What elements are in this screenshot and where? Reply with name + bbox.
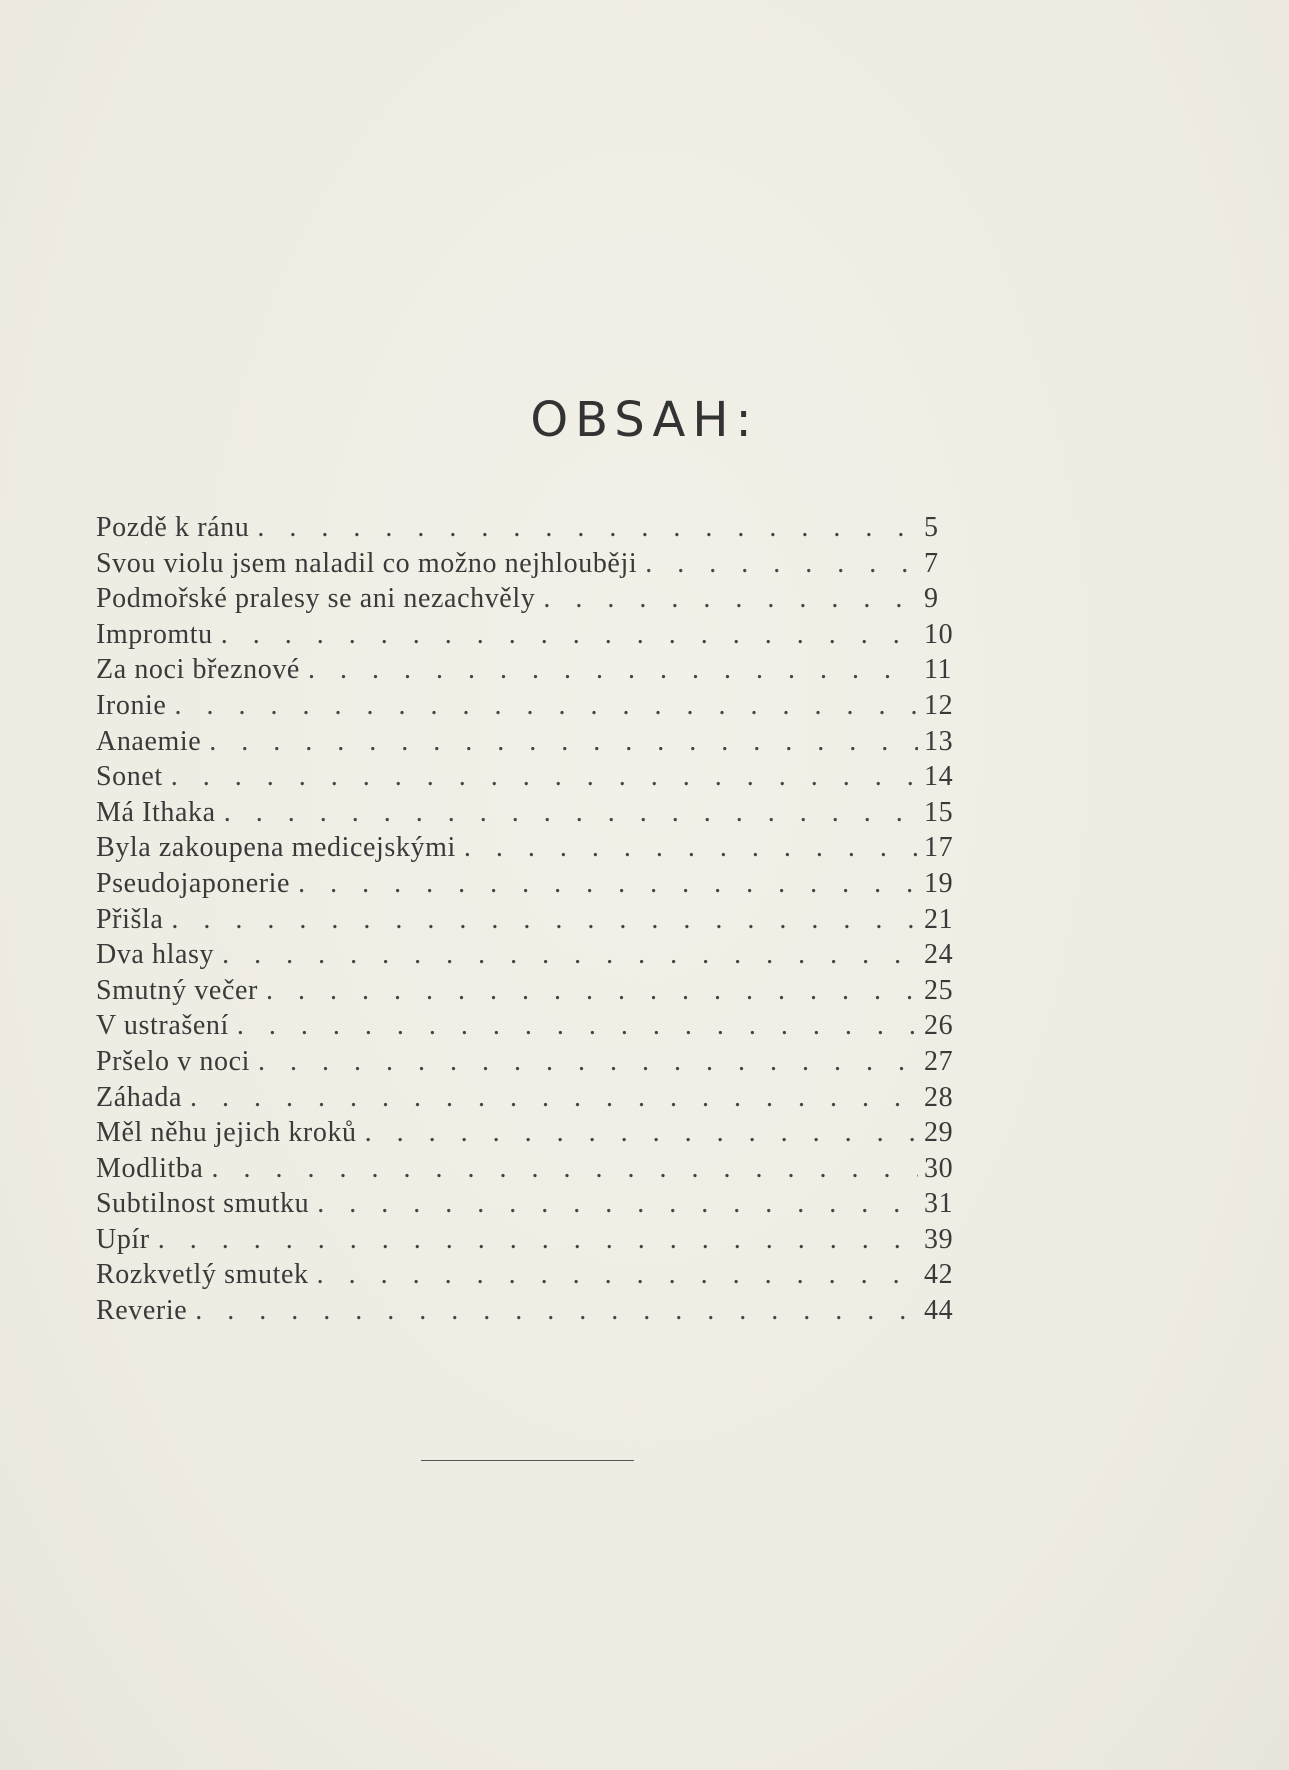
toc-entry-title: Pozdě k ránu: [96, 512, 250, 543]
toc-entry: [96, 724, 958, 760]
toc-entry-page: 42: [924, 1259, 954, 1291]
toc-entry-title: Pseudojaponerie: [96, 867, 291, 899]
toc-entry-title: Ironie: [96, 689, 167, 721]
toc-entry-title: Subtilnost smutku: [96, 1188, 310, 1220]
toc-entry-page: 44: [924, 1295, 954, 1327]
dot-leader: [266, 973, 918, 1009]
toc-entry-title: Impromtu: [96, 618, 213, 650]
dot-leader: [258, 1044, 918, 1080]
toc-entry-page: 9: [924, 583, 939, 615]
toc-entry-title: Sonet: [96, 761, 163, 793]
toc-entry: [96, 937, 958, 973]
dot-leader: [195, 1293, 918, 1329]
toc-entry-page: 26: [924, 1010, 954, 1042]
toc-entry: [96, 688, 958, 724]
toc-entry-title: Upír: [96, 1223, 150, 1255]
toc-entry-page: 14: [924, 761, 954, 793]
page-title: OBSAH:: [530, 392, 759, 448]
dot-leader: [171, 759, 918, 795]
toc-entry-title: Za noci březnové: [96, 654, 300, 686]
dot-leader: [224, 795, 918, 831]
toc-entry-title: Anaemie: [96, 725, 202, 757]
dot-leader: [209, 724, 918, 760]
toc-entry-title: Modlitba: [96, 1152, 204, 1184]
toc-entry: [96, 652, 958, 688]
toc-entry-page: 25: [924, 974, 954, 1006]
toc-entry: [96, 1115, 958, 1151]
toc-entry: [96, 1186, 958, 1222]
toc-entry-page: 11: [924, 654, 953, 686]
toc-entry: [96, 617, 958, 653]
toc-entry-title: Rozkvetlý smutek: [96, 1259, 309, 1291]
toc-entry-page: 24: [924, 939, 954, 971]
toc-entry-title: Svou violu jsem naladil co možno nejhlouběji: [96, 547, 638, 579]
toc-entry: [96, 1080, 958, 1116]
toc-entry-title: Pršelo v noci: [96, 1045, 251, 1077]
dot-leader: [222, 937, 918, 973]
toc-entry-title: Přišla: [96, 903, 164, 935]
toc-entry-page: 12: [924, 689, 954, 721]
dot-leader: [257, 510, 918, 546]
toc-entry: [96, 1293, 958, 1329]
toc-entry: [96, 866, 958, 902]
toc-entry-title: Měl něhu jejich kroků: [96, 1117, 357, 1149]
toc-entry-title: Dva hlasy: [96, 939, 215, 971]
toc-entry: [96, 1008, 958, 1044]
toc-entry-title: Byla zakoupena medicejskými: [96, 832, 456, 864]
toc-entry-page: 31: [924, 1188, 954, 1220]
toc-entry-page: 7: [924, 547, 939, 579]
dot-leader: [308, 652, 918, 688]
dot-leader: [317, 1257, 918, 1293]
toc-entry-title: Podmořské pralesy se ani nezachvěly: [96, 583, 536, 615]
toc-entry-page: 21: [924, 903, 954, 935]
dot-leader: [645, 546, 918, 582]
dot-leader: [237, 1008, 918, 1044]
toc-entry-page: 5: [924, 512, 939, 543]
toc-entry-title: V ustrašení: [96, 1010, 229, 1042]
toc-entry: [96, 973, 958, 1009]
dot-leader: [171, 902, 918, 938]
toc-entry: [96, 1257, 958, 1293]
toc-entry: [96, 795, 958, 831]
dot-leader: [158, 1222, 918, 1258]
dot-leader: [211, 1151, 918, 1187]
toc-entry-page: 28: [924, 1081, 954, 1113]
dot-leader: [221, 617, 918, 653]
toc-entry: [96, 1151, 958, 1187]
toc-entry: [96, 1044, 958, 1080]
toc-entry-page: 19: [924, 867, 954, 899]
toc-entry: [96, 546, 958, 582]
dot-leader: [298, 866, 918, 902]
dot-leader: [317, 1186, 918, 1222]
toc-entry-page: 17: [924, 832, 954, 864]
dot-leader: [190, 1080, 918, 1116]
toc-entry: [96, 830, 958, 866]
toc-entry-page: 29: [924, 1117, 954, 1149]
toc-entry: [96, 1222, 958, 1258]
toc-entry-title: Má Ithaka: [96, 796, 216, 828]
toc-entry-page: 30: [924, 1152, 954, 1184]
toc-entry: [96, 902, 958, 938]
toc-entry-page: 15: [924, 796, 954, 828]
dot-leader: [464, 830, 918, 866]
dot-leader: [174, 688, 918, 724]
toc-entry-title: Záhada: [96, 1081, 182, 1113]
toc-entry: [96, 581, 958, 617]
toc-entry-page: 27: [924, 1045, 954, 1077]
toc-entry: [96, 759, 958, 795]
table-of-contents: [96, 510, 958, 1329]
toc-entry-page: 10: [924, 618, 954, 650]
toc-entry-title: Reverie: [96, 1295, 188, 1327]
toc-entry: [96, 510, 958, 546]
toc-entry-title: Smutný večer: [96, 974, 258, 1006]
toc-entry-page: 39: [924, 1223, 954, 1255]
toc-entry-page: 13: [924, 725, 954, 757]
closing-rule: [421, 1460, 634, 1461]
dot-leader: [365, 1115, 918, 1151]
dot-leader: [543, 581, 918, 617]
